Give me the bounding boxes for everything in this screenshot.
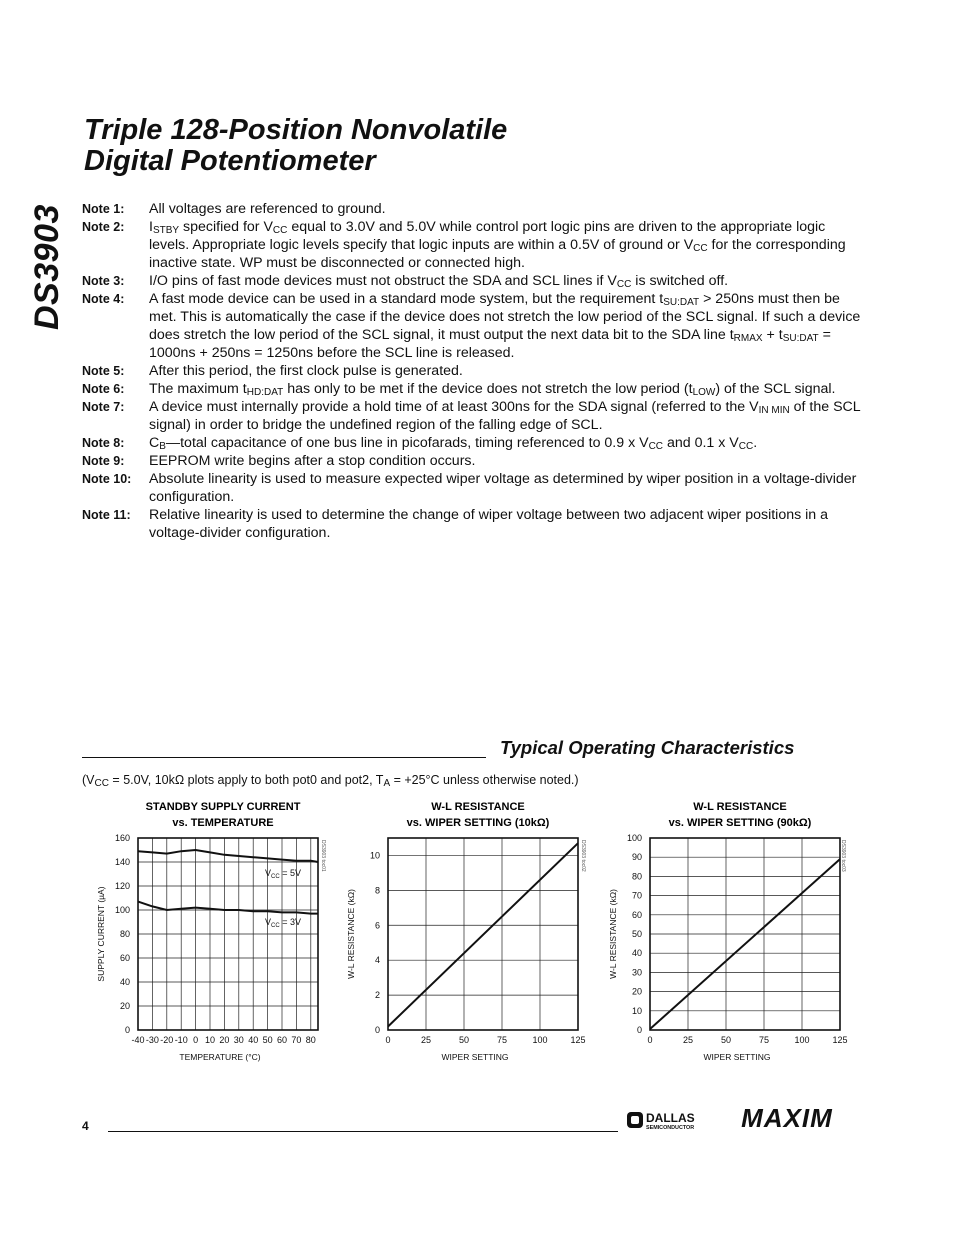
y-tick-label: 60 (631, 909, 642, 920)
y-tick-label: 0 (124, 1025, 130, 1035)
x-tick-label: 0 (647, 1035, 653, 1045)
y-tick-label: 100 (114, 905, 130, 915)
note-label: Note 2: (82, 220, 125, 234)
x-tick-label: 60 (276, 1035, 288, 1045)
x-tick-label: 50 (720, 1035, 732, 1045)
x-tick-label: -20 (160, 1035, 174, 1045)
y-tick-label: 60 (119, 953, 130, 963)
note-text: EEPROM write begins after a stop condition occurs. (149, 453, 476, 469)
footer-rule (108, 1131, 618, 1132)
note-7 (82, 398, 862, 434)
x-tick-label: 75 (758, 1035, 770, 1045)
y-tick-label: 4 (374, 955, 380, 966)
series-line (138, 850, 318, 862)
x-tick-label: 125 (832, 1035, 848, 1045)
section-rule (82, 757, 486, 758)
x-tick-label: 40 (248, 1035, 259, 1045)
note-text: A device must internally provide a hold time of at least 300ns for the SDA signal (referred to the $V_{IN MIN}$ of the SCL signal) in order to bridge the undefined region of the falling edge of SCL. (149, 399, 861, 433)
y-tick-label: 0 (374, 1025, 380, 1035)
x-tick-label: -30 (145, 1035, 159, 1045)
note-label: Note 11: (82, 508, 131, 522)
series-line (650, 859, 840, 1029)
y-tick-label: 140 (114, 857, 130, 867)
figure-code: DS3903 toc03 (840, 840, 846, 872)
x-tick-label: 100 (532, 1035, 548, 1045)
x-axis-label: WIPER SETTING (441, 1052, 509, 1062)
y-tick-label: 90 (631, 852, 642, 863)
note-2 (82, 218, 862, 272)
y-tick-label: 0 (636, 1025, 642, 1035)
chart-title-line-1: W-L RESISTANCE (431, 801, 525, 813)
note-4 (82, 290, 862, 362)
x-tick-label: 20 (219, 1035, 230, 1045)
note-label: Note 5: (82, 364, 125, 378)
y-tick-label: 2 (374, 990, 380, 1001)
notes-list (82, 200, 862, 542)
chart-wl-resistance-10k (340, 798, 600, 1068)
x-tick-label: 125 (570, 1035, 586, 1045)
note-label: Note 6: (82, 382, 125, 396)
x-tick-label: -40 (131, 1035, 145, 1045)
chart-wl-resistance-10k-svg (340, 798, 600, 1068)
chart-title-line-1: STANDBY SUPPLY CURRENT (145, 801, 301, 813)
page-title (84, 115, 507, 177)
y-tick-label: 20 (631, 986, 642, 997)
page-number: 4 (82, 1119, 89, 1133)
note-1 (82, 200, 862, 218)
title-line-2: Digital Potentiometer (84, 145, 376, 177)
chart-title-line-2: vs. WIPER SETTING (90kΩ) (668, 817, 812, 829)
y-tick-label: 80 (119, 929, 130, 939)
note-text: $C_B—total$ capacitance of one bus line in picofarads, timing referenced to 0.9 x $V_{CC}$ and 0.1 x $V_{CC}$. (149, 435, 758, 452)
note-text: The maximum $t_{HD:DAT}$ has only to be met if the device does not stretch the low period $(t_{LOW})$ of the SCL signal. (149, 381, 836, 398)
section-title: Typical Operating Characteristics (500, 737, 795, 758)
series-line (388, 843, 578, 1026)
note-5 (82, 362, 862, 380)
note-10 (82, 470, 862, 506)
maxim-logo (716, 1106, 858, 1132)
y-tick-label: 40 (631, 948, 642, 959)
x-tick-label: 50 (458, 1035, 470, 1045)
note-text: Absolute linearity is used to measure expected wiper voltage as determined by wiper position in a voltage-divider configuration. (149, 471, 857, 505)
chart-wl-resistance-90k (600, 798, 860, 1068)
y-tick-label: 40 (119, 977, 130, 987)
side-title: DS3903 (28, 204, 66, 330)
y-tick-label: 120 (114, 881, 130, 891)
x-tick-label: 100 (794, 1035, 810, 1045)
note-label: Note 1: (82, 202, 125, 216)
x-tick-label: 50 (262, 1035, 273, 1045)
chart-supply-current (80, 798, 340, 1068)
section-conditions: ($V_{CC} = 5.0V$, 10kΩ plots apply to both pot0 and pot2, $T_A = +25^\circ C$ unless otherwise noted.) (82, 773, 579, 789)
figure-code: DS3903 toc01 (320, 840, 326, 872)
chart-supply-current-svg (80, 798, 340, 1068)
x-axis-label: TEMPERATURE (°C) (179, 1052, 261, 1062)
chart-title-line-2: vs. WIPER SETTING (10kΩ) (406, 817, 550, 829)
svg-text:SEMICONDUCTOR: SEMICONDUCTOR (646, 1125, 695, 1131)
y-tick-label: 8 (374, 885, 380, 896)
x-tick-label: 70 (291, 1035, 302, 1045)
note-9 (82, 452, 862, 470)
note-text: After this period, the first clock pulse is generated. (149, 363, 463, 379)
svg-text:DALLAS: DALLAS (646, 1111, 695, 1125)
y-tick-label: 10 (631, 1005, 642, 1016)
y-tick-label: 10 (369, 850, 380, 861)
x-tick-label: 75 (496, 1035, 508, 1045)
chart-title-line-2: vs. TEMPERATURE (172, 817, 274, 829)
dallas-semiconductor-logo (626, 1108, 712, 1132)
y-axis-label: W-L RESISTANCE (kΩ) (346, 889, 356, 979)
x-tick-label: 0 (193, 1035, 199, 1045)
x-axis-label: WIPER SETTING (703, 1052, 771, 1062)
x-tick-label: 25 (420, 1035, 432, 1045)
series-label: $V_{CC} = 3V$ (265, 917, 301, 929)
y-tick-label: 80 (631, 871, 642, 882)
series-line (138, 902, 318, 914)
x-tick-label: 25 (682, 1035, 694, 1045)
x-tick-label: 80 (305, 1035, 316, 1045)
x-tick-label: 10 (204, 1035, 216, 1045)
note-8 (82, 434, 862, 452)
figure-code: DS3903 toc02 (580, 840, 586, 872)
note-11 (82, 506, 862, 542)
note-3 (82, 272, 862, 290)
note-text: All voltages are referenced to ground. (149, 201, 386, 217)
note-text: Relative linearity is used to determine the change of wiper voltage between two adjacent wiper positions in a voltage-divider configuration. (149, 507, 829, 541)
chart-title-line-1: W-L RESISTANCE (693, 801, 787, 813)
x-tick-label: 0 (385, 1035, 391, 1045)
y-axis-label: W-L RESISTANCE (kΩ) (608, 889, 618, 979)
y-tick-label: 30 (631, 967, 642, 978)
x-tick-label: 30 (233, 1035, 244, 1045)
title-line-1: Triple 128-Position Nonvolatile (84, 114, 508, 146)
y-tick-label: 100 (626, 833, 642, 843)
series-label: $V_{CC} = 5V$ (265, 868, 301, 880)
note-label: Note 3: (82, 274, 125, 288)
y-tick-label: 70 (631, 890, 642, 901)
note-label: Note 10: (82, 472, 132, 486)
x-tick-label: -10 (174, 1035, 188, 1045)
y-tick-label: 50 (631, 929, 642, 939)
note-text: A fast mode device can be used in a standard mode system, but the requirement $t_{SU:DAT} > 250ns$ must then be met. This is automatically the case if the device does not stretch the low period of the SCL signal. If such a device does stretch the low period of the SCL signal, it must output the next data bit to the SDA line $t_{RMAX} + t_{SU:DAT} = 1000ns + 250ns = 1250ns$ before the SCL line is released. (149, 291, 861, 361)
note-6 (82, 380, 862, 398)
y-axis-label: SUPPLY CURRENT (µA) (96, 886, 106, 982)
note-label: Note 7: (82, 400, 125, 414)
note-label: Note 9: (82, 454, 125, 468)
svg-text:MAXIM: MAXIM (741, 1106, 833, 1132)
note-label: Note 4: (82, 292, 125, 306)
chart-wl-resistance-90k-svg (600, 798, 860, 1068)
y-tick-label: 6 (374, 920, 380, 931)
note-text: I/O pins of fast mode devices must not obstruct the SDA and SCL lines if $V_{CC}$ is switched off. (149, 273, 729, 290)
note-label: Note 8: (82, 436, 125, 450)
note-text: $I_{STBY}$ specified for $V_{CC}$ equal to 3.0V and 5.0V while control port logic pins are driven to the appropriate logic levels. Appropriate logic levels specify that logic inputs are within a 0.5V of ground or $V_{CC}$ for the corresponding inactive state. WP must be disconnected or connected high. (149, 219, 846, 271)
y-tick-label: 20 (119, 1001, 130, 1011)
y-tick-label: 160 (114, 833, 130, 843)
